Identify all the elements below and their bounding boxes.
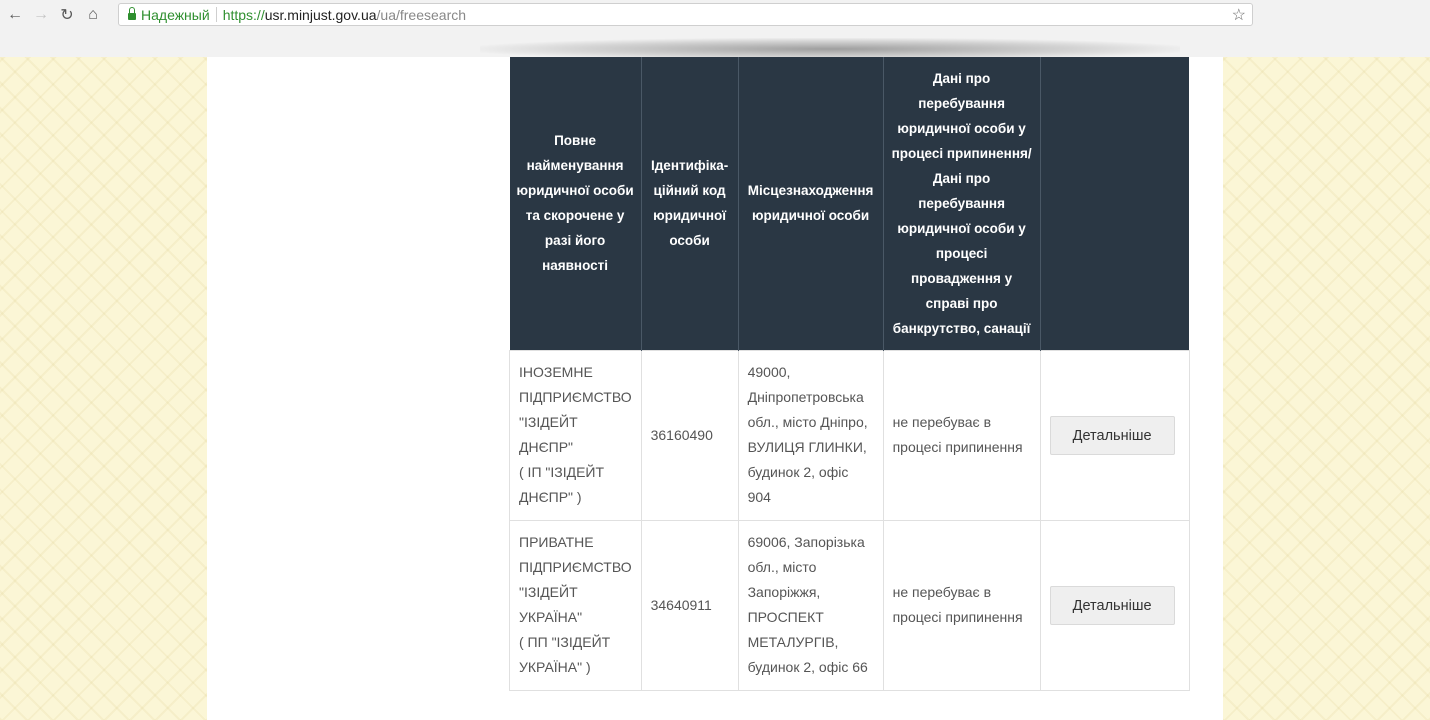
company-code: 36160490 xyxy=(641,350,738,520)
table-row xyxy=(510,520,1190,690)
company-name: ПРИВАТНЕ ПІДПРИЄМСТВО "ІЗІДЕЙТ УКРАЇНА" ( ПП "ІЗІДЕЙТ УКРАЇНА" ) xyxy=(510,520,642,690)
url-protocol: https:// xyxy=(222,6,265,23)
header-full-name: Повне найменування юридичної особи та скорочене у разі його наявності xyxy=(510,57,642,350)
browser-chrome xyxy=(0,0,1430,57)
bookmark-star-icon[interactable]: ☆ xyxy=(1231,7,1246,24)
actions-cell xyxy=(1040,520,1189,690)
table-header-row xyxy=(510,57,1190,350)
header-termination-status: Дані про перебування юридичної особи у процесі припинення/ Дані про перебування юридичної особи у процесі провадження у справі про банкрутство, санації xyxy=(883,57,1040,350)
company-address: 49000, Дніпропетровська обл., місто Дніпро, ВУЛИЦЯ ГЛИНКИ, будинок 2, офіс 904 xyxy=(738,350,883,520)
secure-label: Надежный xyxy=(141,6,210,23)
forward-arrow-icon[interactable]: → xyxy=(33,6,49,23)
search-results-table xyxy=(509,57,1190,691)
company-status: не перебуває в процесі припинення xyxy=(883,520,1040,690)
home-icon[interactable]: ⌂ xyxy=(88,6,98,23)
header-address: Місцезнаходження юридичної особи xyxy=(738,57,883,350)
header-actions xyxy=(1040,57,1189,350)
reload-icon[interactable]: ↻ xyxy=(60,7,74,24)
actions-cell xyxy=(1040,350,1189,520)
company-name: ІНОЗЕМНЕ ПІДПРИЄМСТВО "ІЗІДЕЙТ ДНЄПР" ( ІП "ІЗІДЕЙТ ДНЄПР" ) xyxy=(510,350,642,520)
table-row xyxy=(510,350,1190,520)
company-address: 69006, Запорізька обл., місто Запоріжжя, ПРОСПЕКТ МЕТАЛУРГІВ, будинок 2, офіс 66 xyxy=(738,520,883,690)
address-separator xyxy=(216,7,217,22)
company-code: 34640911 xyxy=(641,520,738,690)
lock-icon xyxy=(128,13,136,20)
address-bar[interactable] xyxy=(118,3,1253,26)
url-path: /ua/freesearch xyxy=(376,6,467,23)
back-arrow-icon[interactable]: ← xyxy=(7,6,23,23)
url-host: usr.minjust.gov.ua xyxy=(264,6,377,23)
details-button[interactable]: Детальніше xyxy=(1050,586,1175,625)
details-button[interactable]: Детальніше xyxy=(1050,416,1175,455)
company-status: не перебуває в процесі припинення xyxy=(883,350,1040,520)
page-content xyxy=(207,57,1223,720)
header-id-code: Ідентифіка-ційний код юридичної особи xyxy=(641,57,738,350)
